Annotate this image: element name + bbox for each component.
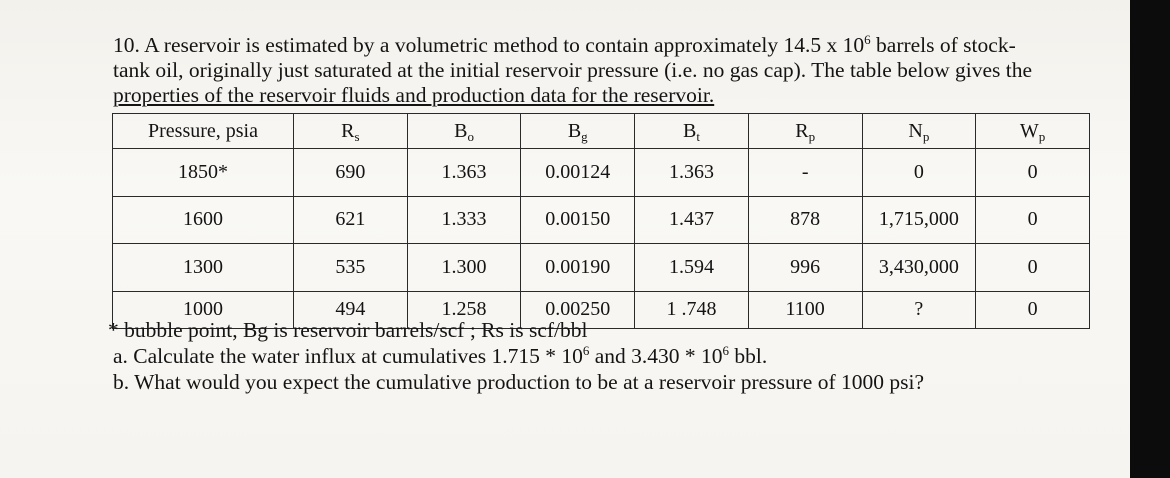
cell-pressure: 1850* (113, 149, 294, 197)
cell-bt: 1.437 (635, 196, 749, 244)
table-row (113, 149, 1090, 197)
cell-bo: 1.363 (407, 149, 521, 197)
cell-pressure: 1300 (113, 244, 294, 292)
cell-bt: 1 .748 (635, 291, 749, 328)
cell-wp: 0 (976, 196, 1090, 244)
cell-bt: 1.363 (635, 149, 749, 197)
header-np: $N_p$ (862, 114, 976, 149)
cell-np: 3,430,000 (862, 244, 976, 292)
cell-rp: - (748, 149, 862, 197)
reservoir-data-table (112, 113, 1090, 329)
cell-pressure: 1000 (113, 291, 294, 328)
header-wp: $W_p$ (976, 114, 1090, 149)
cell-rs: 494 (294, 291, 408, 328)
cell-rs: 535 (294, 244, 408, 292)
header-rs: $R_s$ (294, 114, 408, 149)
header-bt: $B_t$ (635, 114, 749, 149)
cell-np: 0 (862, 149, 976, 197)
cell-bo: 1.258 (407, 291, 521, 328)
cell-bg: 0.00190 (521, 244, 635, 292)
cell-wp: 0 (976, 149, 1090, 197)
header-pressure: Pressure, psia (113, 114, 294, 149)
cell-rs: 690 (294, 149, 408, 197)
cell-bt: 1.594 (635, 244, 749, 292)
cell-bg: 0.00124 (521, 149, 635, 197)
cell-rp: 1100 (748, 291, 862, 328)
table-row (113, 244, 1090, 292)
header-rp: $R_p$ (748, 114, 862, 149)
question-a: a. Calculate the water influx at cumulatives $1.715 * 10^6$ and $3.430 * 10^6$ bbl. (113, 343, 768, 368)
cell-bg: 0.00150 (521, 196, 635, 244)
question-b: b. What would you expect the cumulative production to be at a reservoir pressure of 1000 psi? (113, 370, 924, 394)
cell-np: ? (862, 291, 976, 328)
footnote: * bubble point, Bg is reservoir barrels/scf ; Rs is scf/bbl (108, 318, 588, 342)
cell-rs: 621 (294, 196, 408, 244)
table-header-row (113, 114, 1090, 149)
table-row (113, 196, 1090, 244)
cell-bg: 0.00250 (521, 291, 635, 328)
dark-border (1130, 0, 1170, 478)
cell-np: 1,715,000 (862, 196, 976, 244)
cell-wp: 0 (976, 244, 1090, 292)
header-bo: $B_o$ (407, 114, 521, 149)
cell-pressure: 1600 (113, 196, 294, 244)
cell-rp: 878 (748, 196, 862, 244)
cell-wp: 0 (976, 291, 1090, 328)
problem-line-2: tank oil, originally just saturated at the initial reservoir pressure (i.e. no gas cap). The table below gives the (113, 58, 1033, 82)
cell-bo: 1.333 (407, 196, 521, 244)
cell-rp: 996 (748, 244, 862, 292)
problem-line-3: properties of the reservoir fluids and production data for the reservoir. (113, 83, 715, 107)
cell-bo: 1.300 (407, 244, 521, 292)
problem-line-1: 10. A reservoir is estimated by a volumetric method to contain approximately 14.5 x $10^6$ barrels of stock- (113, 32, 1016, 57)
header-bg: $B_g$ (521, 114, 635, 149)
